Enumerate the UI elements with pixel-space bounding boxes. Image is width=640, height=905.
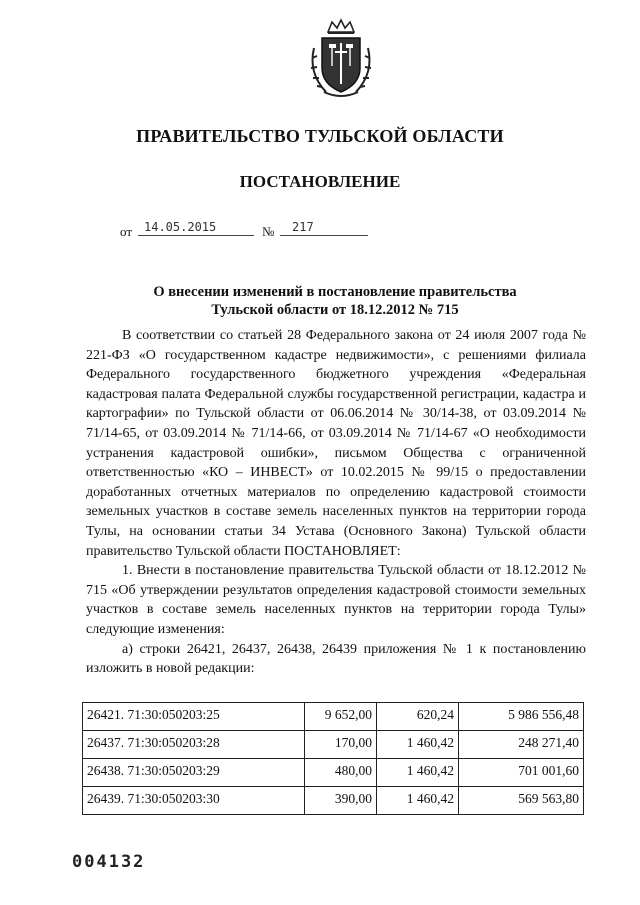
item-1-paragraph: 1. Внести в постановление правительства Тульской области от 18.12.2012 № 715 «Об утверждении результатов определения кадастровой стоимости земельных участков в составе земель населенных пунктов на территории города Тулы» следующие изменения: xyxy=(86,563,586,637)
cell-rate: 620,24 xyxy=(377,703,459,731)
cadastral-value-table xyxy=(82,702,584,815)
table-row xyxy=(83,759,584,787)
cell-area: 170,00 xyxy=(305,731,377,759)
cell-area: 390,00 xyxy=(305,787,377,815)
date-value: 14.05.2015 xyxy=(144,220,217,234)
cell-id: 26421. 71:30:050203:25 xyxy=(83,703,305,731)
preamble-paragraph: В соответствии со статьей 28 Федерального закона от 24 июля 2007 года № 221-ФЗ «О государственном кадастре недвижимости», с решениями филиала Федерального государственного бюджетного учреждения «Федеральная кадастровая палата Федеральной службы государственной регистрации, кадастра и картографии» по Тульской области от 06.06.2014 № 30/14-38, от 03.09.2014 № 71/14-65, от 03.09.2014 № 71/14-66, от 03.09.2014 № 71/14-67 «О необходимости устранения кадастровой ошибки», письмом Общества с ограниченной ответственностью «КО – ИНВЕСТ» от 10.02.2015 № 99/15 о предоставлении доработанных отчетных материалов по определению кадастровой стоимости земельных участков в составе земель населенных пунктов на территории города Тулы, на основании статьи 34 Устава (Основного Закона) Тульской области правительство Тульской области ПОСТАНОВЛЯЕТ: xyxy=(86,328,586,559)
item-1a-paragraph: а) строки 26421, 26437, 26438, 26439 приложения № 1 к постановлению изложить в новой редакции: xyxy=(86,641,586,677)
serial-number: 004132 xyxy=(72,852,146,872)
cell-value: 701 001,60 xyxy=(459,759,584,787)
document-heading xyxy=(100,283,570,319)
table-row xyxy=(83,787,584,815)
cell-id: 26438. 71:30:050203:29 xyxy=(83,759,305,787)
organization-name: ПРАВИТЕЛЬСТВО ТУЛЬСКОЙ ОБЛАСТИ xyxy=(136,126,504,146)
cell-id: 26439. 71:30:050203:30 xyxy=(83,787,305,815)
cell-rate: 1 460,42 xyxy=(377,759,459,787)
cell-value: 569 563,80 xyxy=(459,787,584,815)
heading-line-2: Тульской области от 18.12.2012 № 715 xyxy=(211,302,459,318)
coat-of-arms-icon xyxy=(304,18,378,100)
cell-area: 9 652,00 xyxy=(305,703,377,731)
cell-value: 248 271,40 xyxy=(459,731,584,759)
document-type: ПОСТАНОВЛЕНИЕ xyxy=(239,172,401,191)
cell-rate: 1 460,42 xyxy=(377,787,459,815)
table-row xyxy=(83,703,584,731)
cell-id: 26437. 71:30:050203:28 xyxy=(83,731,305,759)
cell-value: 5 986 556,48 xyxy=(459,703,584,731)
number-value: 217 xyxy=(292,220,314,234)
date-underline xyxy=(138,235,254,236)
cell-rate: 1 460,42 xyxy=(377,731,459,759)
heading-line-1: О внесении изменений в постановление правительства xyxy=(153,284,517,300)
number-label: № xyxy=(262,224,275,239)
document-body xyxy=(86,326,586,679)
cell-area: 480,00 xyxy=(305,759,377,787)
table-row xyxy=(83,731,584,759)
number-underline xyxy=(280,235,368,236)
date-label: от xyxy=(120,224,133,239)
